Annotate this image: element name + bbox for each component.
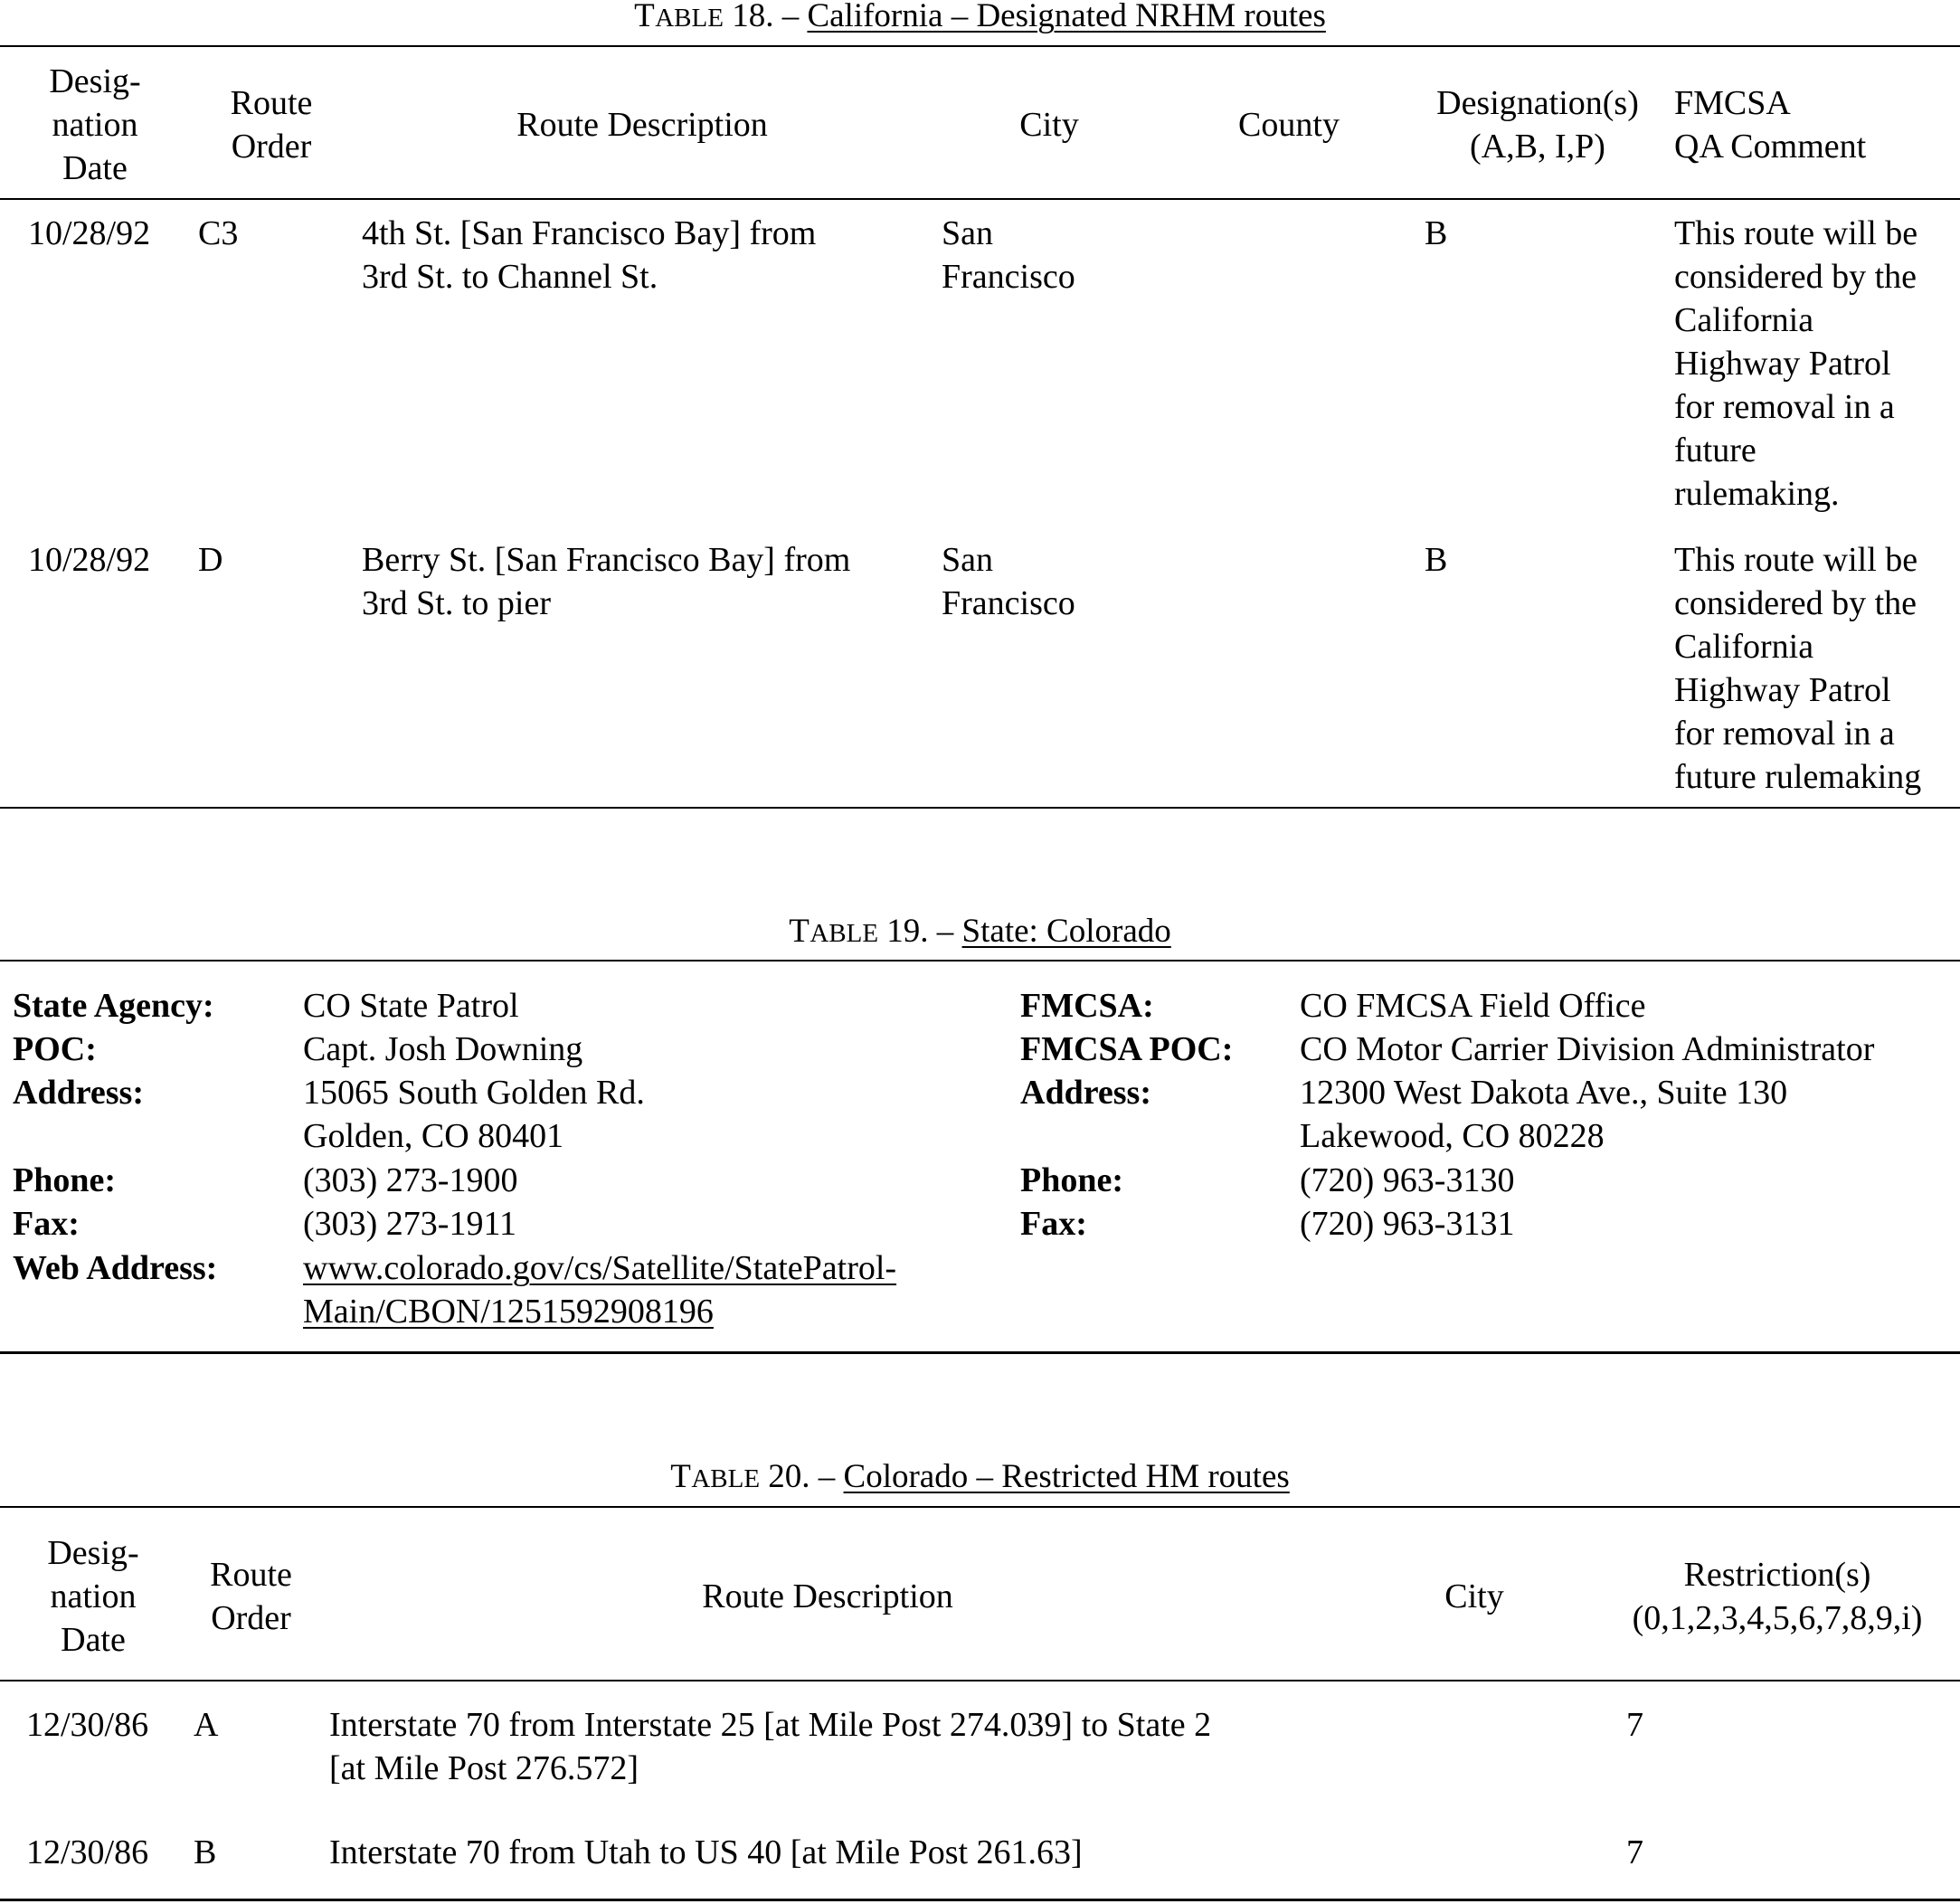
contact-label: Phone:	[1020, 1161, 1123, 1199]
table-row-date: 12/30/86	[26, 1706, 149, 1744]
contact-label: Fax:	[13, 1205, 80, 1243]
contact-label: State Agency:	[13, 987, 214, 1025]
table19-top-rule	[0, 960, 1960, 961]
table20-header-city: City	[1444, 1577, 1504, 1615]
contact-label: POC:	[13, 1030, 97, 1068]
table20-header-desc: Route Description	[702, 1577, 953, 1615]
table-row-city: San Francisco	[942, 541, 1075, 622]
contact-label: FMCSA:	[1020, 987, 1154, 1025]
table20-bottom-rule	[0, 1899, 1960, 1901]
table18-title: California – Designated NRHM routes	[807, 0, 1326, 34]
table20-header-order: Route Order	[210, 1556, 292, 1637]
table18-header-desc: Route Description	[516, 106, 768, 144]
table18-header-designation: Designation(s) (A,B, I,P)	[1436, 84, 1639, 166]
table-row-restriction: 7	[1626, 1833, 1643, 1871]
table18-header-county: County	[1238, 106, 1340, 144]
table18-caption	[0, 0, 1960, 35]
table-row-desc: Interstate 70 from Utah to US 40 [at Mile Post 261.63]	[329, 1833, 1083, 1871]
table20-title: Colorado – Restricted HM routes	[843, 1458, 1290, 1495]
table20-top-rule	[0, 1506, 1960, 1508]
table-row-designation: B	[1425, 541, 1448, 579]
table-row-order: D	[198, 541, 223, 579]
table20-header-date: Desig- nation Date	[47, 1534, 139, 1659]
state-agency-value: CO State Patrol	[303, 987, 519, 1025]
contact-label: Phone:	[13, 1161, 116, 1199]
table19-label: T	[789, 913, 810, 950]
contact-label: FMCSA POC:	[1020, 1030, 1234, 1068]
table-row-date: 10/28/92	[28, 214, 151, 252]
table18-header-order: Route Order	[230, 84, 313, 166]
table18-bottom-rule	[0, 807, 1960, 809]
table18-header-city: City	[1019, 106, 1079, 144]
table-row-order: B	[194, 1833, 217, 1871]
table-row-designation: B	[1425, 214, 1448, 252]
table18-header-date: Desig- nation Date	[49, 62, 141, 187]
table20-header-rule	[0, 1680, 1960, 1681]
table19-title: State: Colorado	[961, 913, 1171, 950]
table19-number: 19. –	[886, 913, 954, 950]
table-row-restriction: 7	[1626, 1706, 1643, 1744]
table18-label-small: ABLE	[655, 4, 724, 33]
table18-label: T	[634, 0, 656, 34]
phone-value: (303) 273-1900	[303, 1161, 518, 1199]
table18-top-rule	[0, 45, 1960, 47]
fmcsa-address-value: 12300 West Dakota Ave., Suite 130 Lakewood, CO 80228	[1300, 1074, 1788, 1155]
table18-header-rule	[0, 198, 1960, 200]
fmcsa-value: CO FMCSA Field Office	[1300, 987, 1646, 1025]
table20-label: T	[670, 1458, 692, 1495]
table18-number: 18. –	[732, 0, 800, 34]
table20-number: 20. –	[768, 1458, 836, 1495]
contact-label: Web Address:	[13, 1249, 218, 1287]
table20-header-restriction: Restriction(s) (0,1,2,3,4,5,6,7,8,9,i)	[1632, 1556, 1923, 1637]
table-row-city: San Francisco	[942, 214, 1075, 296]
table-row-order: C3	[198, 214, 239, 252]
contact-label: Fax:	[1020, 1205, 1087, 1243]
table20-label-small: ABLE	[691, 1464, 761, 1493]
contact-label: Address:	[13, 1074, 144, 1112]
table18-header-comment: FMCSA QA Comment	[1674, 84, 1867, 166]
address-value: 15065 South Golden Rd. Golden, CO 80401	[303, 1074, 645, 1155]
fmcsa-poc-value: CO Motor Carrier Division Administrator	[1300, 1030, 1875, 1068]
poc-value: Capt. Josh Downing	[303, 1030, 583, 1068]
table19-bottom-rule	[0, 1351, 1960, 1354]
fax-value: (303) 273-1911	[303, 1205, 517, 1243]
table-row-desc: Interstate 70 from Interstate 25 [at Mile Post 274.039] to State 2 [at Mile Post 276.572]	[329, 1706, 1212, 1787]
table19-label-small: ABLE	[810, 919, 879, 948]
contact-label: Address:	[1020, 1074, 1151, 1112]
web-address-link[interactable]: www.colorado.gov/cs/Satellite/StatePatrol- Main/CBON/1251592908196	[303, 1249, 897, 1331]
table-row-order: A	[194, 1706, 219, 1744]
table-row-desc: 4th St. [San Francisco Bay] from 3rd St. to Channel St.	[362, 214, 817, 296]
fmcsa-fax-value: (720) 963-3131	[1300, 1205, 1515, 1243]
table20-caption	[0, 1460, 1960, 1496]
table19-caption	[0, 914, 1960, 951]
table-row-desc: Berry St. [San Francisco Bay] from 3rd St. to pier	[362, 541, 851, 622]
table-row-date: 12/30/86	[26, 1833, 149, 1871]
table-row-comment: This route will be considered by the California Highway Patrol for removal in a future rulemaking.	[1674, 214, 1918, 513]
fmcsa-phone-value: (720) 963-3130	[1300, 1161, 1515, 1199]
table-row-comment: This route will be considered by the California Highway Patrol for removal in a future rulemaking	[1674, 541, 1922, 796]
table-row-date: 10/28/92	[28, 541, 151, 579]
